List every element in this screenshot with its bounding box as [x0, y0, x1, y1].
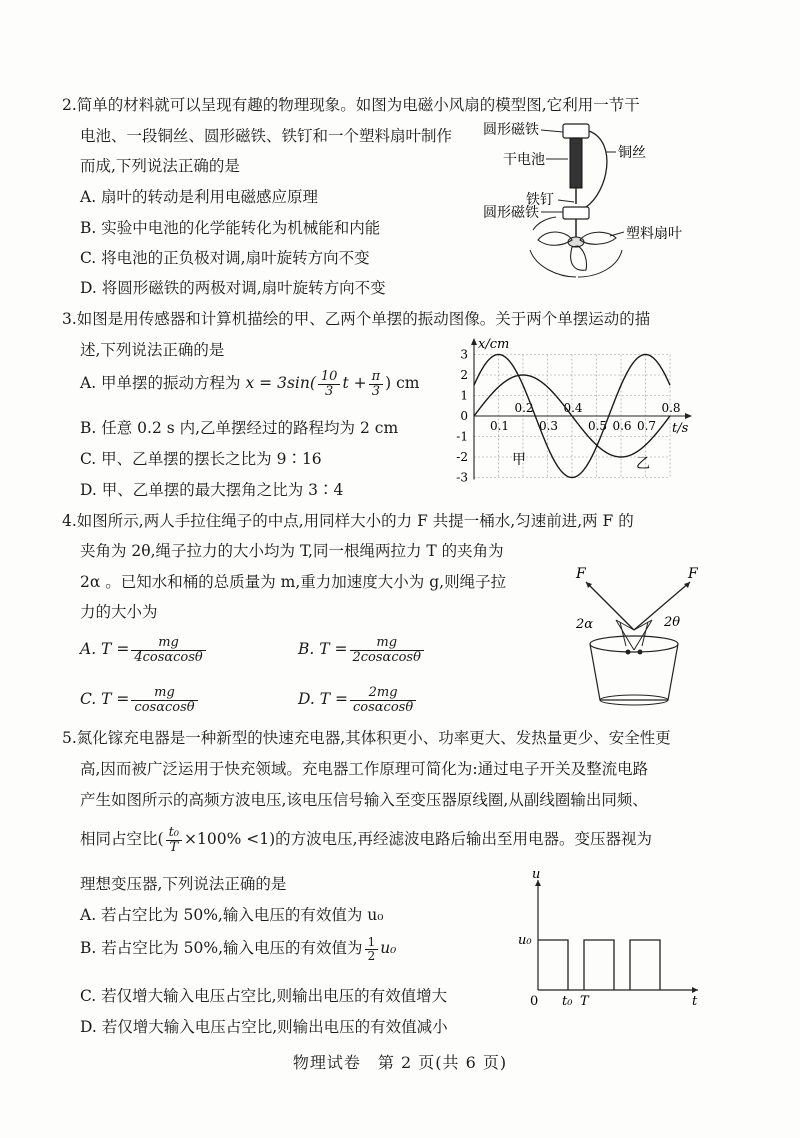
x-axis-arrow	[685, 413, 692, 419]
q5-option-a: A. 若占空比为 50%,输入电压的有效值为 u₀	[80, 906, 384, 924]
q2-option-d: D. 将圆形磁铁的两极对调,扇叶旋转方向不变	[80, 279, 386, 297]
label-copper: 铜丝	[618, 145, 646, 161]
q5-stem-line2: 高,因而被广泛运用于快充领域。充电器工作原理可简化为:通过电子开关及整流电路	[80, 760, 649, 778]
x-tick-label: 0.7	[636, 419, 657, 433]
y-tick-label: 3	[460, 347, 468, 362]
q5-stem-line3: 产生如图所示的高频方波电压,该电压信号输入至变压器原线圈,从副线圈输出同频、	[80, 791, 648, 809]
x-tick-label: 0.5	[587, 419, 608, 433]
q2-fan-figure	[478, 112, 718, 302]
label-F-left: F	[576, 566, 586, 582]
x-tick-label: 0.1	[489, 419, 510, 433]
q3-option-c: C. 甲、乙单摆的摆长之比为 9∶16	[80, 450, 322, 468]
q2-stem-line1: 2.简单的材料就可以呈现有趣的物理现象。如图为电磁小风扇的模型图,它利用一节干	[62, 96, 640, 114]
q3-option-d: D. 甲、乙单摆的最大摆角之比为 3∶4	[80, 481, 344, 499]
q4-option-c: C. T = $\frac{mg}{\cos\alpha\cos\theta}$	[80, 686, 200, 714]
q2-option-a: A. 扇叶的转动是利用电磁感应原理	[80, 188, 319, 206]
label-alpha: 2α	[576, 617, 594, 632]
label-u0: u₀	[518, 933, 532, 948]
x-tick-label: 0.4	[563, 401, 583, 415]
q5-option-c: C. 若仅增大输入电压占空比,则输出电压的有效值增大	[80, 987, 448, 1005]
q4-option-b: B. T = $\frac{mg}{2\cos\alpha\cos\theta}$	[298, 636, 426, 664]
q5-square-wave-figure	[510, 868, 710, 1018]
y-axis-arrow	[471, 338, 477, 345]
q4-stem-line1: 4.如图所示,两人手拉住绳子的中点,用同样大小的力 F 共提一桶水,匀速前进,两 F 的	[62, 512, 634, 530]
q2-option-c: C. 将电池的正负极对调,扇叶旋转方向不变	[80, 249, 370, 267]
label-T: T	[580, 994, 589, 1009]
q4-bucket-figure	[560, 560, 720, 710]
label-magnet-top: 圆形磁铁	[483, 122, 539, 138]
label-F-right: F	[688, 566, 698, 582]
q4-option-a: A. T = $\frac{mg}{4\cos\alpha\cos\theta}$	[80, 636, 208, 664]
y-tick-label: 1	[460, 388, 468, 403]
q3-option-a: A. 甲单摆的振动方程为 x = 3sin( $\frac{10}{3}$ t + $\frac{\pi}{3}$ ) cm	[80, 369, 420, 399]
label-nail: 铁钉	[526, 192, 554, 208]
q4-stem-line2: 夹角为 2θ,绳子拉力的大小均为 T,同一根绳两拉力 T 的夹角为	[80, 542, 504, 560]
label-origin: 0	[530, 994, 539, 1009]
q4-stem-line3: 2α 。已知水和桶的总质量为 m,重力加速度大小为 g,则绳子拉	[80, 573, 507, 591]
series-label-jia: 甲	[512, 452, 526, 468]
q3-option-b: B. 任意 0.2 s 内,乙单摆经过的路程均为 2 cm	[80, 419, 399, 437]
label-theta: 2θ	[664, 615, 681, 630]
q4-option-d: D. T = $\frac{2mg}{\cos\alpha\cos\theta}$	[298, 686, 418, 714]
q3-stem-line2: 述,下列说法正确的是	[80, 341, 225, 359]
label-u-axis: u	[532, 868, 541, 882]
q2-stem-line2: 电池、一段铜丝、圆形磁铁、铁钉和一个塑料扇叶制作	[80, 127, 453, 145]
q2-stem-line3: 而成,下列说法正确的是	[80, 157, 240, 175]
series-label-yi: 乙	[636, 456, 650, 472]
x-tick-label: 0.6	[612, 419, 632, 433]
y-tick-label: 2	[460, 368, 468, 382]
label-t0: t₀	[562, 994, 573, 1009]
label-blade: 塑料扇叶	[626, 226, 682, 242]
chart-xlabel: t/s	[672, 421, 689, 436]
q5-option-b: B. 若占空比为 50%,输入电压的有效值为 $\frac{1}{2}$ u₀	[80, 935, 397, 963]
x-tick-label: 0.8	[661, 401, 681, 415]
q5-option-d: D. 若仅增大输入电压占空比,则输出电压的有效值减小	[80, 1018, 448, 1036]
label-magnet-bottom: 圆形磁铁	[483, 205, 539, 221]
label-t-axis: t	[692, 994, 698, 1009]
q3-stem-line1: 3.如图是用传感器和计算机描绘的甲、乙两个单摆的振动图像。关于两个单摆运动的描	[62, 310, 651, 328]
chart-ylabel: x/cm	[478, 337, 510, 352]
q2-option-b: B. 实验中电池的化学能转化为机械能和内能	[80, 219, 381, 237]
page-footer: 物理试卷 第 2 页(共 6 页)	[292, 1053, 508, 1072]
x-tick-label: 0.3	[538, 419, 559, 433]
y-tick-label: -3	[456, 470, 468, 485]
q3-oscillation-chart	[450, 336, 700, 496]
y-tick-label: 0	[460, 409, 468, 423]
y-tick-label: -2	[456, 450, 468, 464]
q4-stem-line4: 力的大小为	[80, 603, 158, 621]
x-tick-label: 0.2	[514, 401, 534, 415]
q5-stem-line4: 相同占空比( $\frac{\text{t₀}}{T}$ ×100% <1)的方波电压,再经滤波电路后输出至用电器。变压器视为	[80, 825, 653, 855]
y-tick-label: -1	[456, 429, 468, 444]
label-battery: 干电池	[503, 152, 545, 168]
q5-stem-line1: 5.氮化镓充电器是一种新型的快速充电器,其体积更小、功率更大、发热量更少、安全性更	[62, 729, 671, 747]
q5-stem-line5: 理想变压器,下列说法正确的是	[80, 875, 287, 893]
